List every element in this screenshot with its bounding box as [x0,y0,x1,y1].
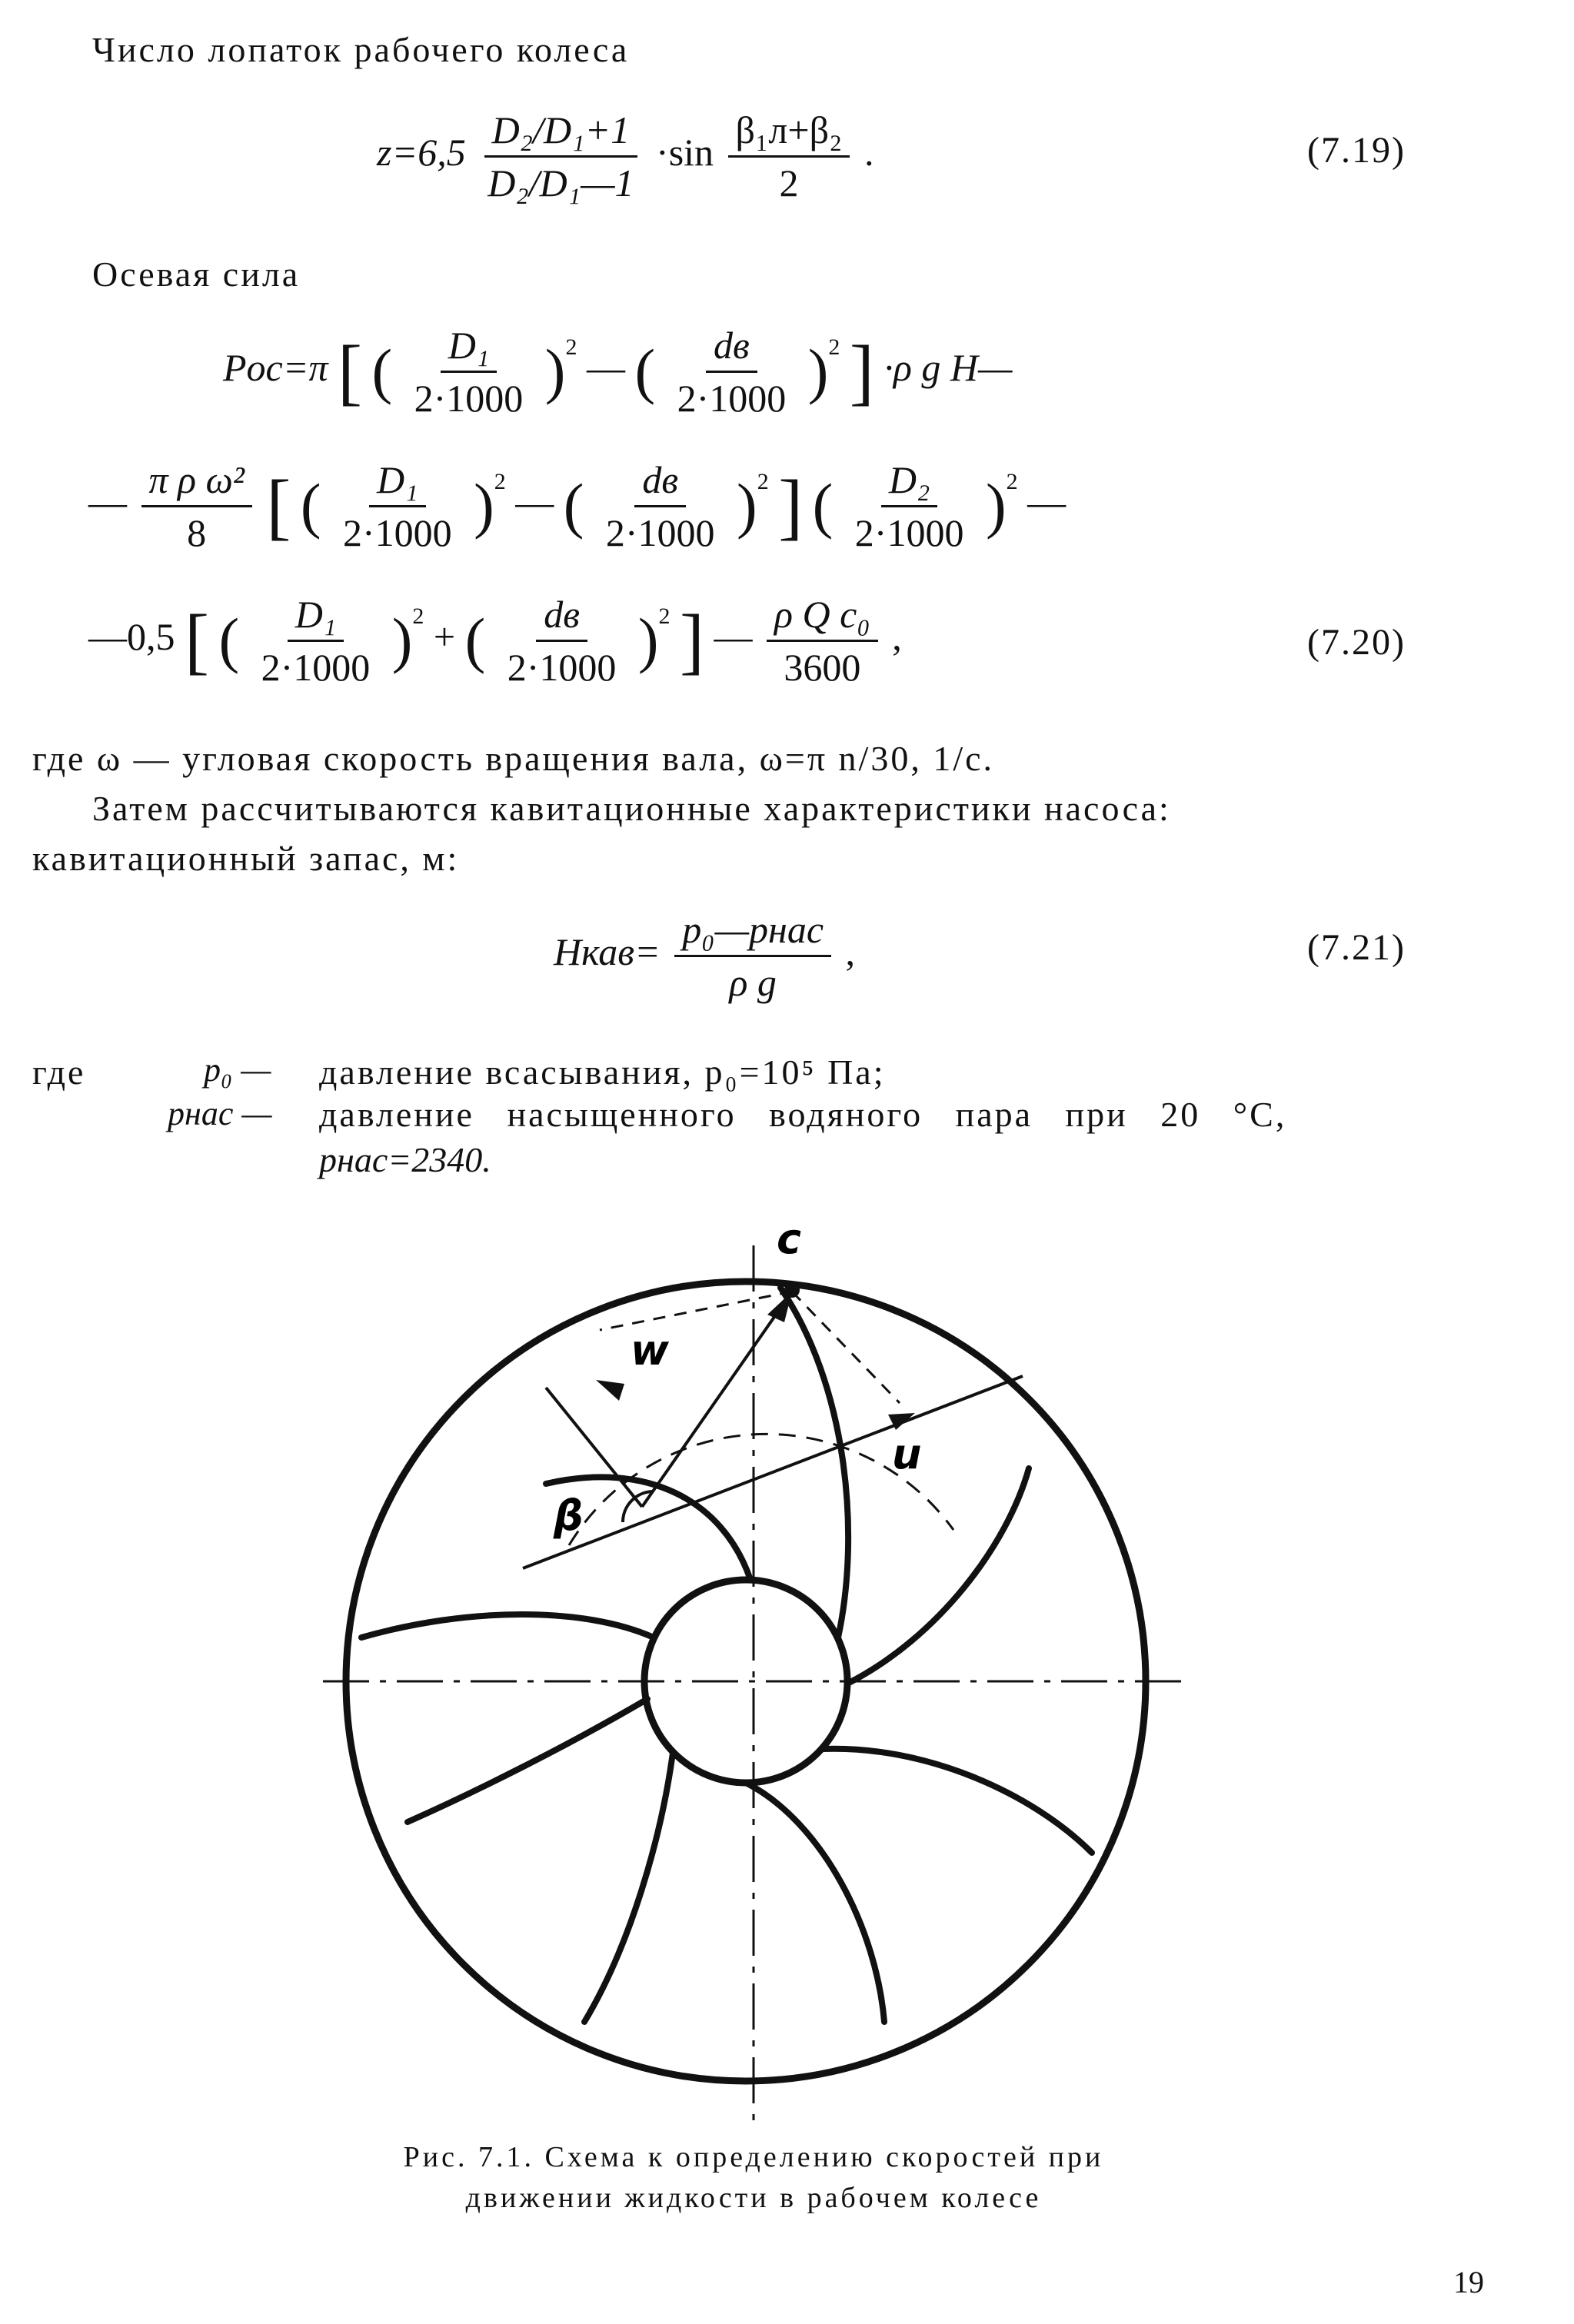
figure-caption-line-2: движении жидкости в рабочем колесе [465,2182,1042,2215]
equation-7-19 [377,108,874,205]
equation-7-20-line-2: — $\frac{\text{π ρ ω²}}{8}$ [ ( $\frac{\text{D₁}}{2\cdot 1000}$ )$^2$ — ( $\frac{dв}{2\cdot 1000}$ )$^2$ ] ( $\frac{\text{D₂}}{2\cdot 1000}$ )$^2$ — [88,458,1067,554]
eq-7-21-fraction: $\frac{\text{p₀—pнас}}{\text{ρ g}}$ [674,907,831,1005]
paragraph-cavitation-intro-2: кавитационный запас, м: [32,839,460,878]
blade [746,1783,884,2022]
blade [408,1699,647,1822]
eq-7-19-angle-fraction [728,108,850,205]
eq-7-19-lhs: z=6,5 [377,130,466,174]
definition-pnas-symbol: pнас — [168,1095,272,1132]
label-u: u [892,1430,922,1478]
velocity-line-w [546,1388,642,1507]
eq-7-19-angle-numerator: β₁л+β₂ [728,108,850,158]
blade [361,1614,654,1637]
equation-number-7-20: (7.20) [1307,622,1406,663]
equation-7-20-line-3: —0,5 [ ( $\frac{\text{D₁}}{2\cdot 1000}$ )$^2$ + ( $\frac{dв}{2\cdot 1000}$ )$^2$ ] — $\frac{\text{ρ Q c₀}}{3600}$ , [88,593,902,689]
paragraph-axial-force-intro: Осевая сила [92,254,301,294]
eq-7-20-tail-fraction: $\frac{\text{ρ Q c₀}}{3600}$ [767,592,878,690]
paragraph-blades-intro: Число лопаток рабочего колеса [92,30,630,69]
label-c: c [777,1215,802,1263]
arrow-w [596,1380,624,1401]
eq-7-20-coef-fraction: $\frac{\text{π ρ ω²}}{8}$ [141,457,252,555]
paragraph-omega-definition: где ω — угловая скорость вращения вала, ω=π n/30, 1/с. [32,739,995,778]
eq-7-20-frac-d1: $\frac{\text{D₁}}{2\cdot 1000}$ [414,324,524,420]
label-beta: β [554,1491,584,1540]
definition-pnas-value: pнас=2340. [319,1140,491,1179]
equation-number-7-21: (7.21) [1307,927,1406,968]
eq-7-20-lhs: Pос=π [223,345,328,389]
figure-caption [292,2137,1215,2219]
eq-7-20-frac-dv: $\frac{dв}{2\cdot 1000}$ [677,324,787,420]
paragraph-cavitation-intro-1: Затем рассчитываются кавитационные характеристики насоса: [92,789,1171,828]
definition-p0-text: давление всасывания, p₀=10⁵ Па; [319,1052,886,1092]
eq-7-19-numerator: D₂/D₁+1 [484,108,638,158]
definition-p0-symbol: p₀ — [204,1051,271,1089]
blade [823,1749,1092,1853]
eq-7-19-sin: ·sin [656,130,714,174]
eq-7-20-frac-dv-c: $\frac{dв}{2\cdot 1000}$ [507,593,617,689]
eq-7-20-frac-d1-b: $\frac{\text{D₁}}{2\cdot 1000}$ [342,458,452,554]
eq-7-20-frac-dv-b: $\frac{dв}{2\cdot 1000}$ [605,458,715,554]
impeller-blades [361,1288,1092,2022]
tangent-line-u [523,1376,1023,1568]
eq-7-21-lhs: Hкав= [554,929,661,973]
eq-7-20-rho-g-h: ·ρ g H— [884,345,1013,389]
eq-7-19-angle-denominator: 2 [779,161,799,204]
figure-caption-line-1: Рис. 7.1. Схема к определению скоростей при [403,2141,1104,2173]
blade [847,1468,1029,1684]
label-w: w [631,1326,669,1375]
equation-number-7-19: (7.19) [1307,130,1406,171]
point-c [784,1282,800,1298]
eq-7-20-frac-d2: $\frac{\text{D₂}}{2\cdot 1000}$ [854,458,964,554]
blade [584,1753,673,2022]
equation-7-21: Hкав= $\frac{\text{p₀—pнас}}{\text{ρ g}}$ , [554,908,856,1004]
page-number: 19 [1453,2265,1484,2299]
equation-7-20-line-1: Pос=π [ ( $\frac{\text{D₁}}{2\cdot 1000}$ )$^2$ — ( $\frac{dв}{2\cdot 1000}$ )$^2$ ] ·ρ g H— [223,324,1013,420]
arrow-c [767,1292,792,1322]
eq-7-19-end: . [864,130,874,174]
eq-7-20-frac-d1-c: $\frac{\text{D₁}}{2\cdot 1000}$ [261,593,371,689]
impeller-figure [292,1207,1215,2130]
definition-pnas-text: давление насыщенного водяного пара при 20 °С, [319,1095,1287,1134]
definitions-label: где [32,1052,86,1092]
eq-7-19-fraction [480,108,641,205]
eq-7-19-denominator: D₂/D₁—1 [488,161,634,204]
